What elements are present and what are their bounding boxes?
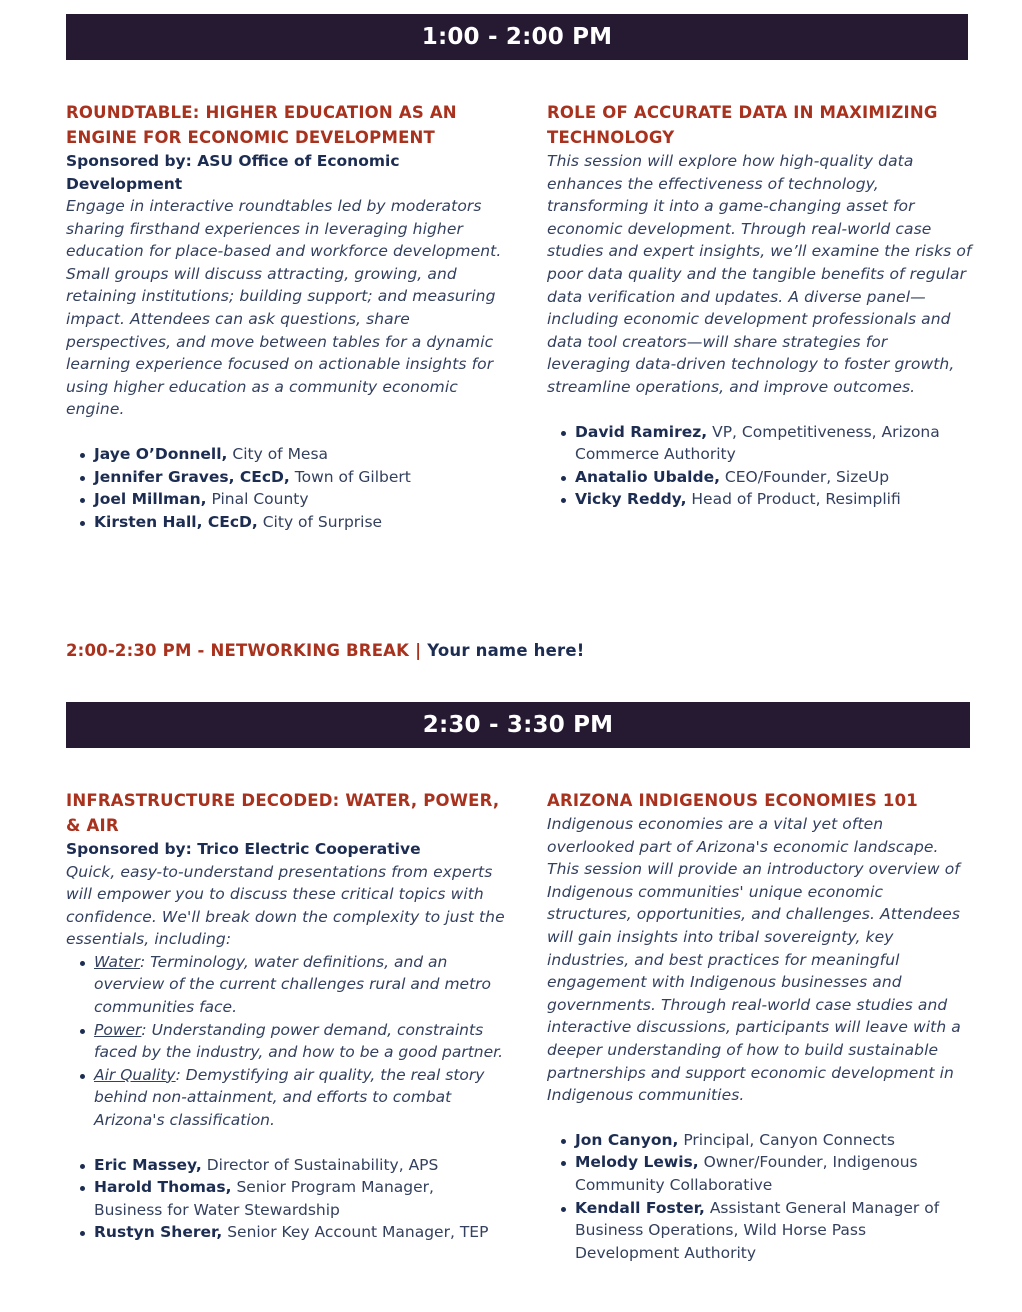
speaker-name: Rustyn Sherer, [94,1223,223,1242]
topic-term: Power [94,1020,142,1039]
speaker-affiliation: City of Mesa [232,444,329,463]
speaker-list [66,1154,506,1244]
session-description: This session will explore how high-quality data enhances the effectiveness of technology, transforming it into a game-changing asset for economic development. Through real-world case studies and expert insights, we’ll examine the risks of poor data quality and the tangible benefits of regular data verification and updates. A diverse panel—including economic development professionals and data tool creators—will share strategies for leveraging data-driven technology to foster growth, streamline operations, and improve outcomes. [547,152,972,396]
session-accurate-data [547,100,972,511]
speaker-list [547,1129,972,1265]
session-title: ROLE OF ACCURATE DATA IN MAXIMIZING TECHNOLOGY [547,103,938,147]
topic-item [66,951,506,1019]
speaker-affiliation: Director of Sustainability, APS [206,1155,439,1174]
topic-term: Water [94,952,140,971]
session-sponsor: Sponsored by: ASU Office of Economic Development [66,152,400,193]
speaker-item [547,421,972,466]
session-infrastructure [66,788,506,1244]
speaker-item [547,466,972,489]
speaker-item [66,1221,506,1244]
speaker-item [66,488,506,511]
speaker-affiliation: Senior Program Manager, Business for Water Stewardship [94,1178,434,1219]
speaker-name: Kirsten Hall, CEcD, [94,512,258,531]
speaker-item [66,1154,506,1177]
time-slot-header-2: 2:30 - 3:30 PM [66,702,970,748]
speaker-item [547,1129,972,1152]
session-roundtable [66,100,506,533]
speaker-item [547,488,972,511]
topic-list [66,951,506,1132]
speaker-item [66,1176,506,1221]
topic-item [66,1019,506,1064]
topic-text: : Terminology, water definitions, and an overview of the current challenges rural and metro communities face. [94,952,492,1017]
speaker-name: Jennifer Graves, CEcD, [94,467,290,486]
topic-text: : Demystifying air quality, the real story behind non-attainment, and efforts to combat Arizona's classification. [94,1065,485,1130]
speaker-name: Vicky Reddy, [575,490,687,509]
topic-text: : Understanding power demand, constraints faced by the industry, and how to be a good partner. [94,1020,504,1062]
speaker-affiliation: Assistant General Manager of Business Operations, Wild Horse Pass Development Authority [575,1198,940,1262]
speaker-item [547,1151,972,1196]
speaker-list [66,443,506,533]
session-title: INFRASTRUCTURE DECODED: WATER, POWER, & AIR [66,791,500,835]
speaker-affiliation: VP, Competitiveness, Arizona Commerce Authority [575,422,940,464]
speaker-affiliation: Town of Gilbert [294,467,411,486]
session-indigenous-economies [547,788,972,1264]
speaker-name: Jaye O’Donnell, [94,444,228,463]
break-label: 2:00-2:30 PM - NETWORKING BREAK | [66,641,422,660]
speaker-affiliation: CEO/Founder, SizeUp [724,467,890,486]
speaker-affiliation: Pinal County [211,490,309,509]
session-title: ROUNDTABLE: HIGHER EDUCATION AS AN ENGINE FOR ECONOMIC DEVELOPMENT [66,103,457,147]
session-description: Indigenous economies are a vital yet often overlooked part of Arizona's economic landscape. This session will provide an introductory overview of Indigenous communities' unique economic structures, opportunities, and challenges. Attendees will gain insights into tribal sovereignty, key industries, and best practices for meaningful engagement with Indigenous businesses and governments. Through real-world case studies and interactive discussions, participants will leave with a deeper understanding of how to build sustainable partnerships and support economic development in Indigenous communities. [547,815,961,1105]
speaker-name: Anatalio Ubalde, [575,467,720,486]
speaker-affiliation: Head of Product, Resimplifi [691,490,901,509]
speaker-name: David Ramirez, [575,422,708,441]
speaker-name: Harold Thomas, [94,1178,232,1197]
session-sponsor: Sponsored by: Trico Electric Cooperative [66,840,421,858]
speaker-affiliation: Senior Key Account Manager, TEP [227,1223,489,1242]
speaker-item [547,1197,972,1265]
speaker-item [66,466,506,489]
speaker-affiliation: City of Surprise [262,512,383,531]
speaker-affiliation: Principal, Canyon Connects [683,1130,895,1149]
speaker-list [547,421,972,511]
session-description: Engage in interactive roundtables led by moderators sharing firsthand experiences in leveraging higher education for place-based and workforce development. Small groups will discuss attracting, growing, and retaining institutions; building support; and measuring impact. Attendees can ask questions, share perspectives, and move between tables for a dynamic learning experience focused on actionable insights for using higher education as a community economic engine. [66,197,502,419]
speaker-name: Joel Millman, [94,490,207,509]
topic-item [66,1064,506,1132]
speaker-name: Jon Canyon, [575,1130,679,1149]
break-sponsor: Your name here! [427,641,585,660]
topic-term: Air Quality [94,1065,176,1084]
session-description: Quick, easy-to-understand presentations from experts will empower you to discuss these critical topics with confidence. We'll break down the complexity to just the essentials, including: [66,862,505,949]
session-title: ARIZONA INDIGENOUS ECONOMIES 101 [547,791,918,810]
speaker-name: Kendall Foster, [575,1198,705,1217]
speaker-affiliation: Owner/Founder, Indigenous Community Collaborative [575,1153,918,1194]
speaker-item [66,511,506,534]
speaker-name: Eric Massey, [94,1155,202,1174]
speaker-item [66,443,506,466]
networking-break [66,640,584,662]
speaker-name: Melody Lewis, [575,1153,699,1172]
time-slot-header-1: 1:00 - 2:00 PM [66,14,968,60]
